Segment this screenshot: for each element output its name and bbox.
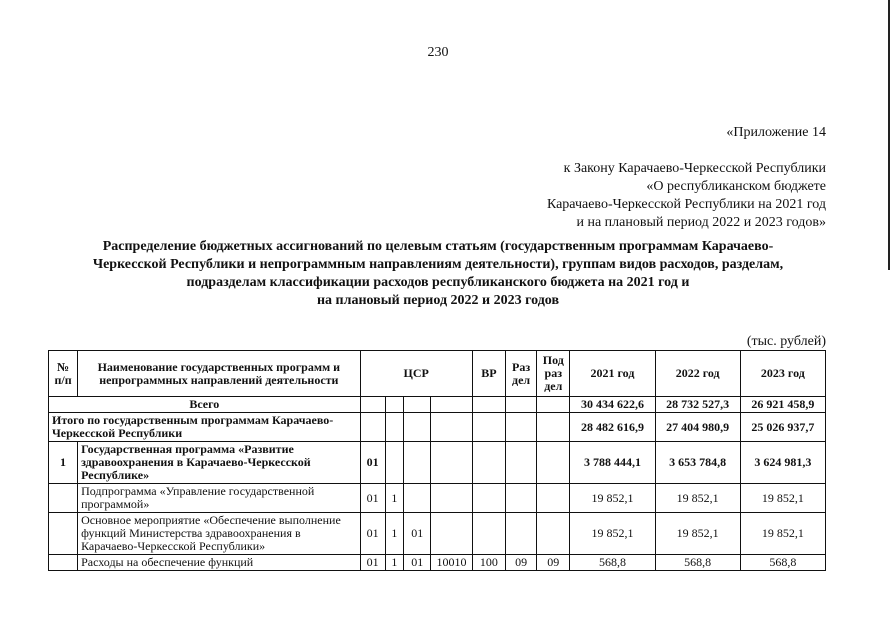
vr-code: 100 [472, 555, 505, 571]
value-2023: 25 026 937,7 [740, 413, 825, 442]
table-row-program [49, 442, 826, 484]
value-2021: 30 434 622,6 [570, 397, 655, 413]
value-2022: 27 404 980,9 [655, 413, 740, 442]
title-line: Черкесской Республики и непрограммным направлениям деятельности), группам видов расходов, разделам, [92, 257, 784, 272]
row-name: Основное мероприятие «Обеспечение выполнение функций Министерства здравоохранения в Карачаево-Черкесской Республики» [78, 513, 361, 555]
value-2022: 28 732 527,3 [655, 397, 740, 413]
value-2021: 28 482 616,9 [570, 413, 655, 442]
row-name: Государственная программа «Развитие здравоохранения в Карачаево-Черкесской Республике» [78, 442, 361, 484]
page-edge-line [888, 0, 890, 270]
value-2023: 568,8 [740, 555, 825, 571]
value-2022: 19 852,1 [655, 484, 740, 513]
csr-part1: 01 [360, 442, 385, 484]
csr-part3: 01 [404, 513, 431, 555]
header-csr: ЦСР [360, 351, 472, 397]
csr-part1: 01 [360, 513, 385, 555]
csr-part3: 01 [404, 555, 431, 571]
header-name: Наименование государственных программ и непрограммных направлений деятельности [78, 351, 361, 397]
csr-part4: 10010 [431, 555, 473, 571]
value-2021: 3 788 444,1 [570, 442, 655, 484]
page-number: 230 [427, 45, 449, 60]
row-num: 1 [49, 442, 78, 484]
table-row-programs-total [49, 413, 826, 442]
appendix-line: Карачаево-Черкесской Республики на 2021 год [546, 197, 826, 212]
header-2023: 2023 год [740, 351, 825, 397]
budget-table [48, 350, 826, 571]
csr-part1: 01 [360, 555, 385, 571]
table-row-subprogram [49, 484, 826, 513]
value-2021: 19 852,1 [570, 484, 655, 513]
appendix-title: «Приложение 14 [726, 125, 826, 140]
csr-part2: 1 [385, 513, 404, 555]
value-2023: 19 852,1 [740, 513, 825, 555]
header-2022: 2022 год [655, 351, 740, 397]
table-row-main-activity [49, 513, 826, 555]
header-vr: ВР [472, 351, 505, 397]
csr-part1: 01 [360, 484, 385, 513]
row-name: Итого по государственным программам Карачаево-Черкесской Республики [49, 413, 361, 442]
value-2022: 19 852,1 [655, 513, 740, 555]
title-line: Распределение бюджетных ассигнований по целевым статьям (государственным программам Карачаево- [102, 239, 774, 254]
appendix-line: «О республиканском бюджете [646, 179, 826, 194]
units-label: (тыс. рублей) [746, 334, 826, 349]
value-2021: 19 852,1 [570, 513, 655, 555]
row-name: Всего [49, 397, 361, 413]
value-2023: 3 624 981,3 [740, 442, 825, 484]
table-row-expenses [49, 555, 826, 571]
appendix-line: и на плановый период 2022 и 2023 годов» [576, 215, 826, 230]
value-2022: 568,8 [655, 555, 740, 571]
value-2021: 568,8 [570, 555, 655, 571]
value-2023: 19 852,1 [740, 484, 825, 513]
header-podrazdel: Под раз дел [537, 351, 570, 397]
document-title [48, 238, 828, 310]
csr-part2: 1 [385, 555, 404, 571]
header-razdel: Раз дел [506, 351, 537, 397]
row-name: Расходы на обеспечение функций [78, 555, 361, 571]
title-line: на плановый период 2022 и 2023 годов [316, 293, 560, 308]
podrazdel-code: 09 [537, 555, 570, 571]
header-2021: 2021 год [570, 351, 655, 397]
value-2022: 3 653 784,8 [655, 442, 740, 484]
csr-part2: 1 [385, 484, 404, 513]
appendix-header [547, 124, 826, 232]
title-line: подразделам классификации расходов республиканского бюджета на 2021 год и [186, 275, 690, 290]
header-num: № п/п [49, 351, 78, 397]
value-2023: 26 921 458,9 [740, 397, 825, 413]
table-row-total [49, 397, 826, 413]
table-header-row [49, 351, 826, 397]
appendix-line: к Закону Карачаево-Черкесской Республики [563, 161, 826, 176]
row-name: Подпрограмма «Управление государственной программой» [78, 484, 361, 513]
razdel-code: 09 [506, 555, 537, 571]
